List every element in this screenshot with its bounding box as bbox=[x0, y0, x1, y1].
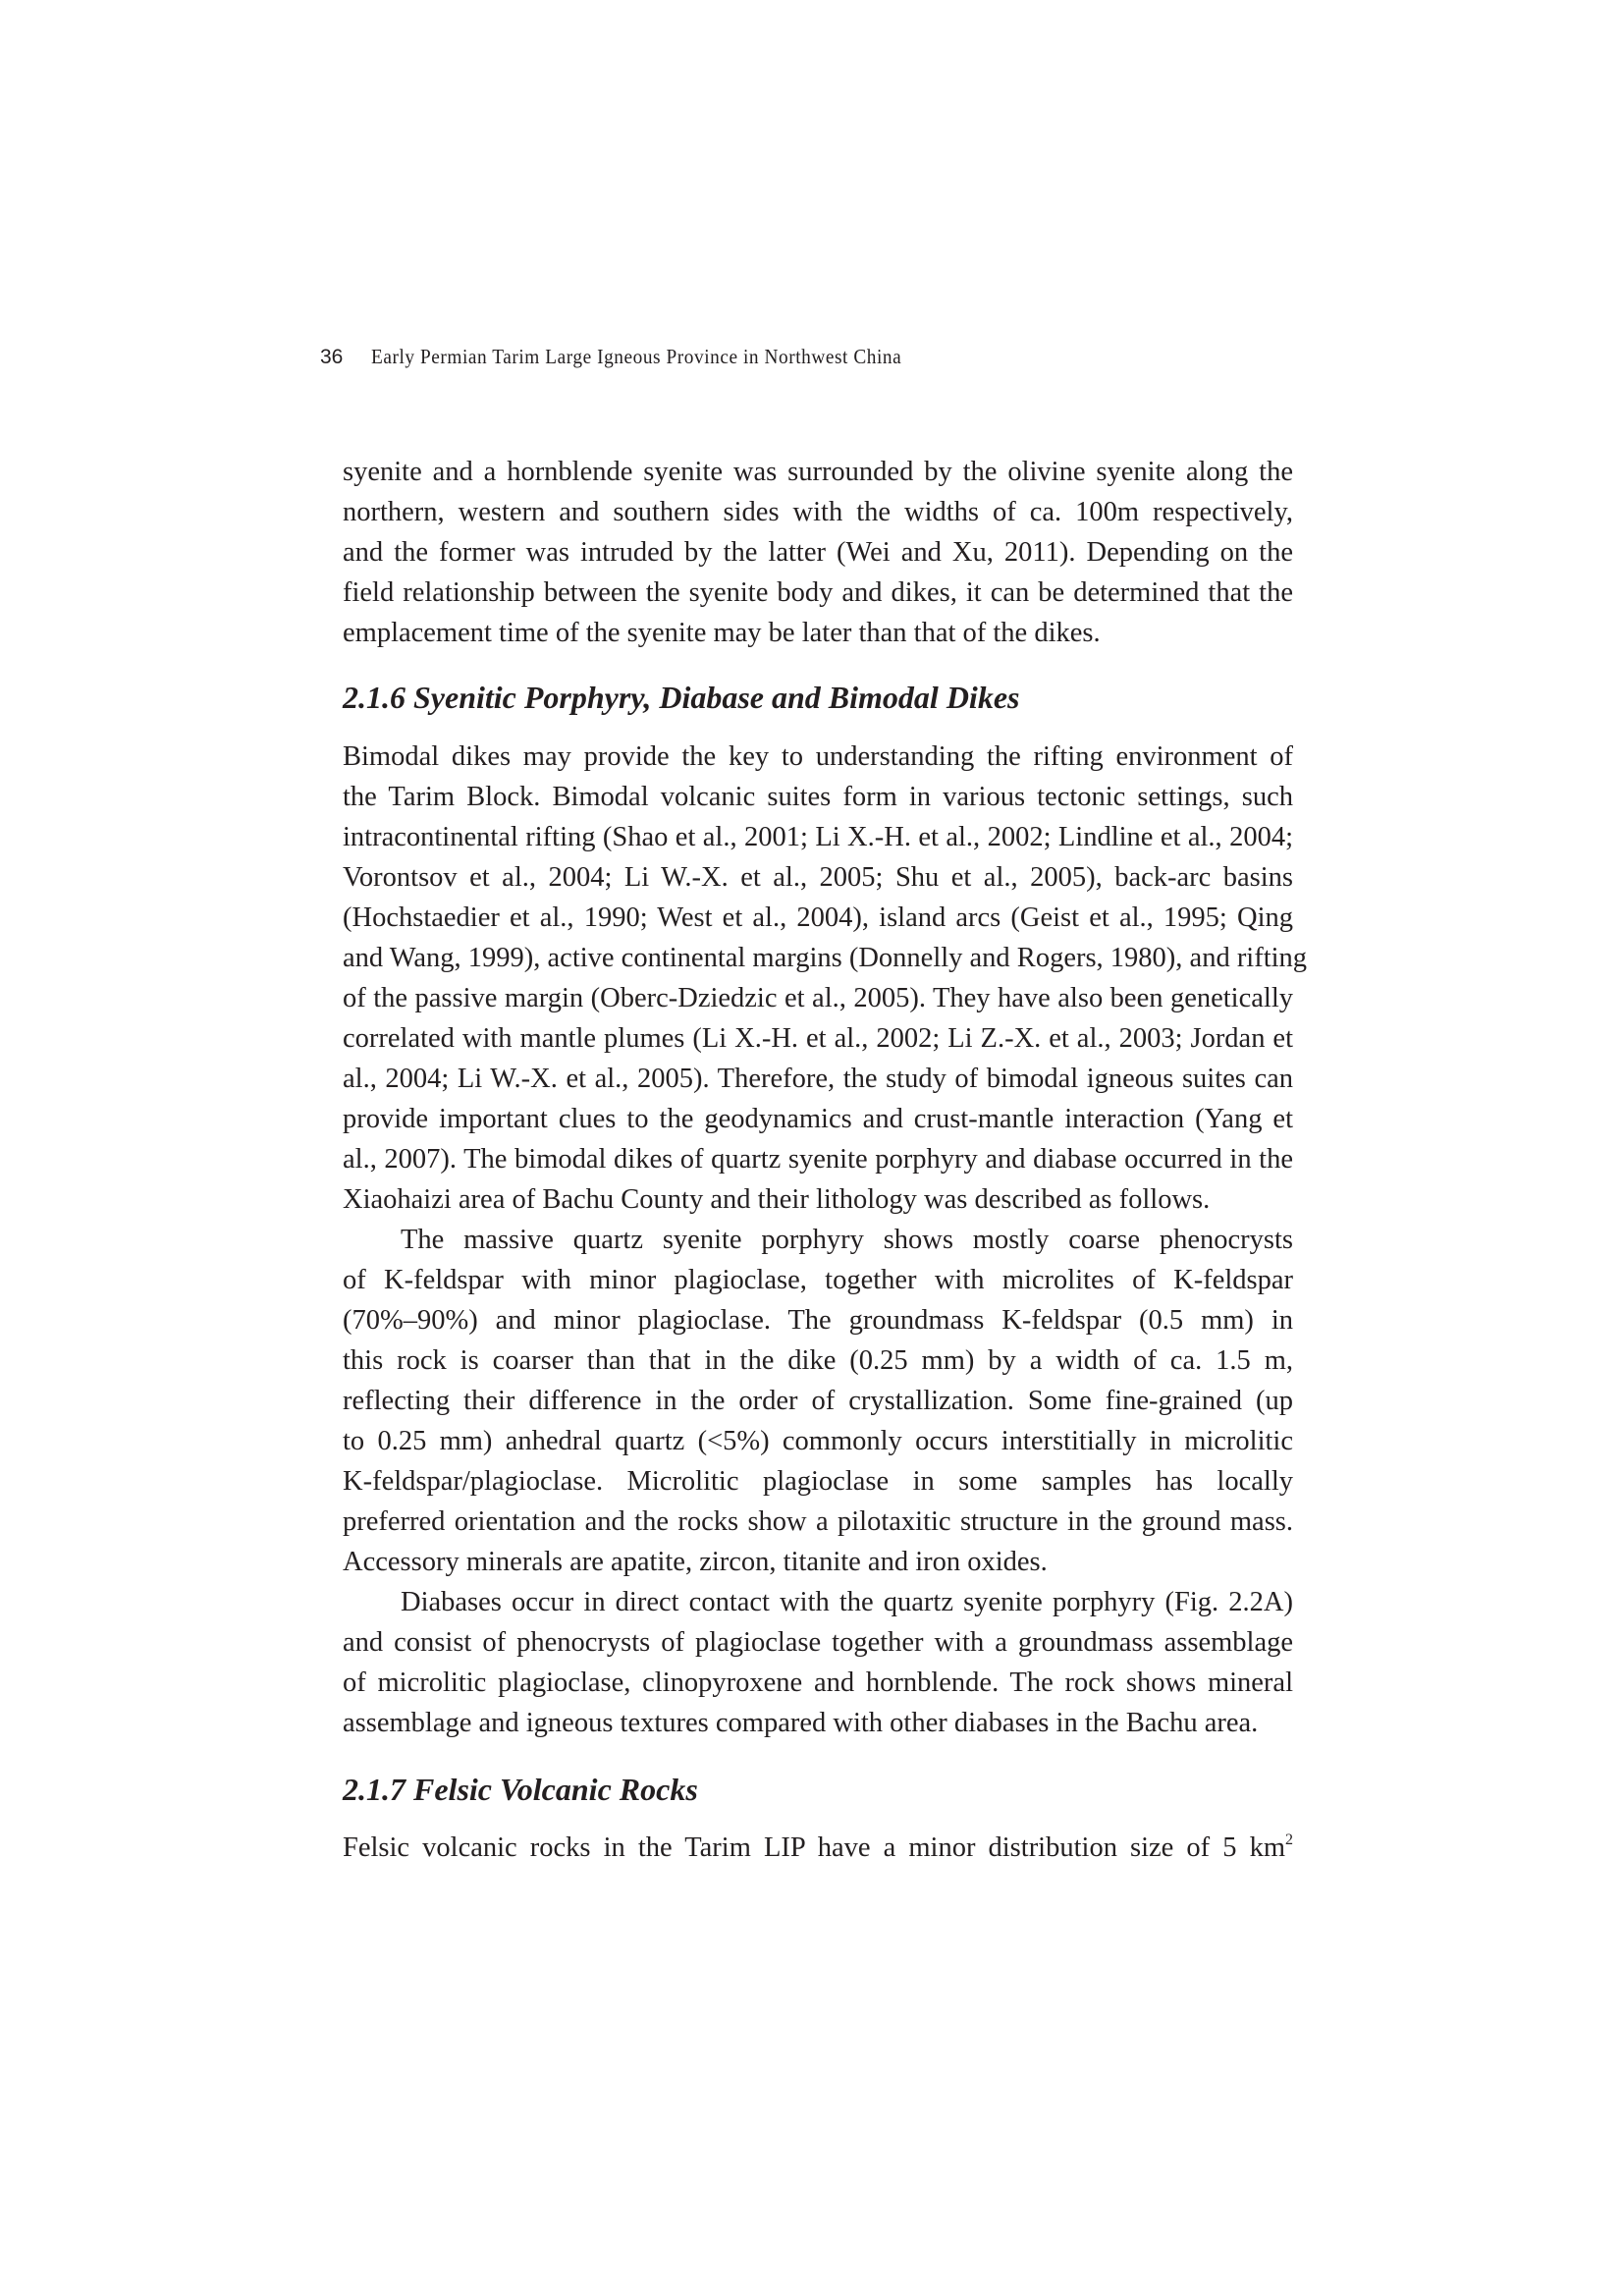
text-line: of K-feldspar with minor plagioclase, together with microlites of K-feldspar bbox=[343, 1265, 1293, 1295]
text-line: (70%–90%) and minor plagioclase. The groundmass K-feldspar (0.5 mm) in bbox=[343, 1305, 1293, 1336]
text-line: and the former was intruded by the latter (Wei and Xu, 2011). Depending on the bbox=[343, 537, 1293, 568]
text-line: (Hochstaedier et al., 1990; West et al., 2004), island arcs (Geist et al., 1995; Qing bbox=[343, 902, 1293, 933]
section-heading-2-1-7: 2.1.7 Felsic Volcanic Rocks bbox=[343, 1772, 698, 1807]
text-line: Xiaohaizi area of Bachu County and their lithology was described as follows. bbox=[343, 1184, 1211, 1215]
text-line: field relationship between the syenite body and dikes, it can be determined that the bbox=[343, 577, 1293, 608]
text-line: intracontinental rifting (Shao et al., 2001; Li X.-H. et al., 2002; Lindline et al., 2004; bbox=[343, 822, 1293, 852]
text-line: correlated with mantle plumes (Li X.-H. et al., 2002; Li Z.-X. et al., 2003; Jordan et bbox=[343, 1023, 1293, 1054]
text-line: Accessory minerals are apatite, zircon, titanite and iron oxides. bbox=[343, 1547, 1048, 1577]
text-line: reflecting their difference in the order of crystallization. Some fine-grained (up bbox=[343, 1386, 1293, 1416]
superscript: 2 bbox=[1285, 1831, 1293, 1848]
text-line-content: Felsic volcanic rocks in the Tarim LIP have a minor distribution size of 5 km bbox=[343, 1832, 1285, 1863]
text-line: of microlitic plagioclase, clinopyroxene and hornblende. The rock shows mineral bbox=[343, 1667, 1293, 1698]
page-number: 36 bbox=[320, 346, 344, 368]
text-line: The massive quartz syenite porphyry shows mostly coarse phenocrysts bbox=[401, 1225, 1293, 1255]
text-line: assemblage and igneous textures compared with other diabases in the Bachu area. bbox=[343, 1708, 1259, 1738]
running-head bbox=[320, 342, 947, 371]
book-title: Early Permian Tarim Large Igneous Province in Northwest China bbox=[371, 345, 902, 368]
text-line: of the passive margin (Oberc-Dziedzic et al., 2005). They have also been genetically bbox=[343, 983, 1293, 1013]
text-line: Bimodal dikes may provide the key to understanding the rifting environment of bbox=[343, 741, 1293, 772]
text-line: the Tarim Block. Bimodal volcanic suites form in various tectonic settings, such bbox=[343, 782, 1293, 812]
text-line: K-feldspar/plagioclase. Microlitic plagioclase in some samples has locally bbox=[343, 1466, 1293, 1497]
text-line: this rock is coarser than that in the dike (0.25 mm) by a width of ca. 1.5 m, bbox=[343, 1345, 1293, 1376]
text-line bbox=[343, 1829, 1293, 1868]
text-line: northern, western and southern sides with the widths of ca. 100m respectively, bbox=[343, 497, 1293, 527]
section-heading-2-1-6: 2.1.6 Syenitic Porphyry, Diabase and Bimodal Dikes bbox=[343, 680, 1020, 715]
text-line: provide important clues to the geodynamics and crust-mantle interaction (Yang et bbox=[343, 1104, 1293, 1134]
text-line: to 0.25 mm) anhedral quartz (<5%) commonly occurs interstitially in microlitic bbox=[343, 1426, 1293, 1456]
text-line: Vorontsov et al., 2004; Li W.-X. et al., 2005; Shu et al., 2005), back-arc basins bbox=[343, 862, 1293, 893]
text-line: emplacement time of the syenite may be later than that of the dikes. bbox=[343, 618, 1101, 648]
text-line: and consist of phenocrysts of plagioclase together with a groundmass assemblage bbox=[343, 1627, 1293, 1658]
text-line: al., 2007). The bimodal dikes of quartz syenite porphyry and diabase occurred in the bbox=[343, 1144, 1293, 1175]
text-line: preferred orientation and the rocks show a pilotaxitic structure in the ground mass. bbox=[343, 1506, 1293, 1537]
text-line: Diabases occur in direct contact with the quartz syenite porphyry (Fig. 2.2A) bbox=[401, 1587, 1293, 1617]
text-line: al., 2004; Li W.-X. et al., 2005). Therefore, the study of bimodal igneous suites can bbox=[343, 1064, 1293, 1094]
text-line: and Wang, 1999), active continental margins (Donnelly and Rogers, 1980), and rifting bbox=[343, 943, 1308, 973]
text-line: syenite and a hornblende syenite was surrounded by the olivine syenite along the bbox=[343, 457, 1293, 487]
